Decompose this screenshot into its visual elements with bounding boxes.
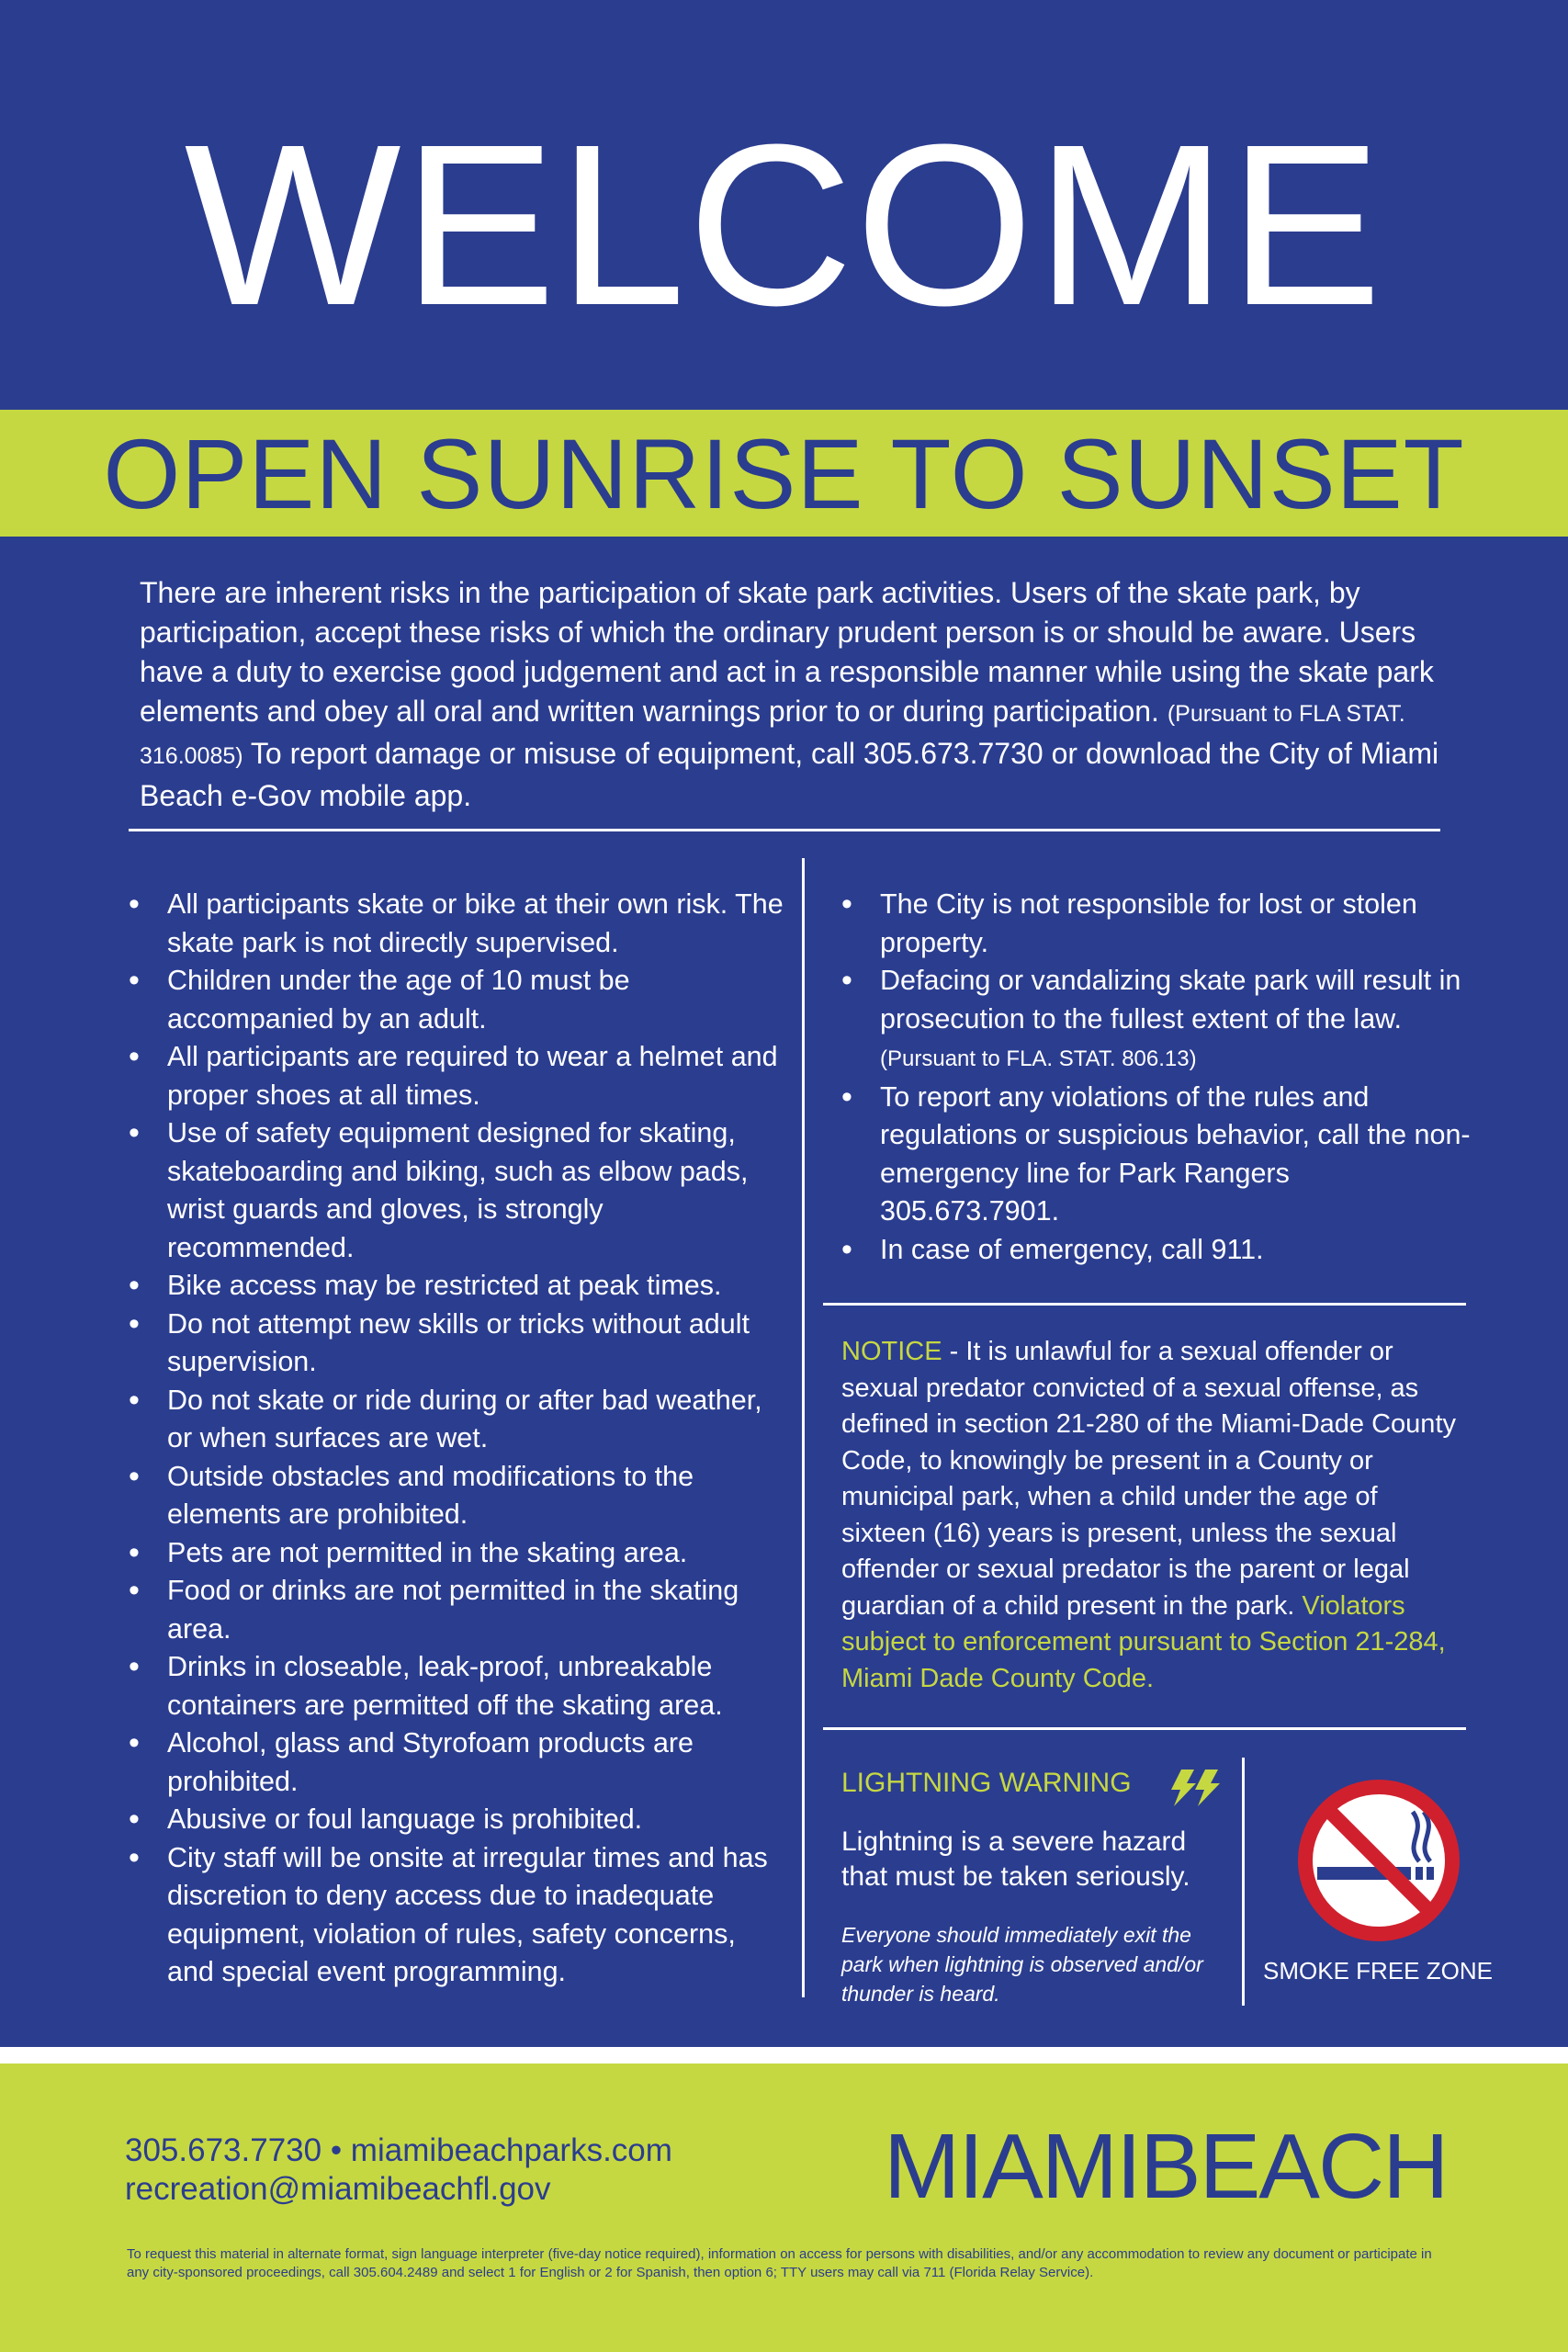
contact-info [125,2132,672,2209]
list-item: • Pets are not permitted in the skating area. [127,1534,788,1573]
lightning-title: LIGHTNING WARNING [841,1768,1132,1798]
intro-text: There are inherent risks in the participation of skate park activities. Users of the skate park, by participation, accept these risks of which the ordinary prudent person is or should be aware. Users have a duty to exercise good judgement and act in a responsible manner while using the skate park elements and obey all oral and written warnings prior to or during participation. [140,576,1434,728]
list-item: • City staff will be onsite at irregular times and has discretion to deny access due to inadequate equipment, violation of rules, safety concerns, and special event programming. [127,1839,788,1992]
list-item: • In case of emergency, call 911. [840,1231,1473,1270]
lightning-advice: Everyone should immediately exit the park when lightning is observed and/or thunder is heard. [841,1923,1203,2006]
notice-text: - It is unlawful for a sexual offender or sexual predator convicted of a sexual offense, as defined in section 21-280 of the Miami-Dade County Code, to knowingly be present in a County or municipal park, when a child under the age of sixteen (16) years is present, unless the sexual offender or sexual predator is the parent or legal guardian of a child present in the park. [841,1337,1456,1621]
list-item: • Abusive or foul language is prohibited. [127,1801,788,1839]
list-item: • Do not attempt new skills or tricks without adult supervision. [127,1306,788,1382]
notice-label: NOTICE [841,1337,942,1366]
accessibility-disclaimer: To request this material in alternate format, sign language interpreter (five-day notice required), information on access for persons with disabilities, and/or any accommodation to review any document or participate in any city-sponsored proceedings, call 305.604.2489 and select 1 for English or 2 for Spanish, then option 6; TTY users may call via 711 (Florida Relay Service). [127,2246,1432,2280]
lightning-text: Lightning is a severe hazard that must be taken seriously. [841,1826,1190,1892]
list-item [840,962,1473,1079]
list-item: • All participants skate or bike at their own risk. The skate park is not directly supervised. [127,886,788,962]
no-smoking-icon [1290,1771,1468,1950]
notice-paragraph [841,1334,1466,1697]
divider-column [802,858,805,1997]
rule-statute: (Pursuant to FLA. STAT. 806.13) [880,1046,1197,1071]
contact-phone-website: 305.673.7730 • miamibeachparks.com [125,2132,672,2168]
divider-notice-top [823,1303,1466,1306]
list-item: • Outside obstacles and modifications to the elements are prohibited. [127,1458,788,1534]
list-item: • Do not skate or ride during or after bad weather, or when surfaces are wet. [127,1382,788,1458]
footer [0,2064,1568,2352]
list-item: • To report any violations of the rules and regulations or suspicious behavior, call the non-emergency line for Park Rangers 305.673.7901. [840,1079,1473,1231]
list-item: • Bike access may be restricted at peak times. [127,1267,788,1306]
miami-beach-logo [884,2115,1448,2218]
list-item: • All participants are required to wear a helmet and proper shoes at all times. [127,1038,788,1114]
rules-list-left [127,886,788,1992]
notice-enforcement: Violators subject to enforcement pursuant to Section 21-284, Miami Dade County Code. [841,1590,1446,1693]
hours-heading: OPEN SUNRISE TO SUNSET [103,418,1465,529]
logo-miami: MIAMI [884,2115,1140,2218]
intro-report: To report damage or misuse of equipment, call 305.673.7730 or download the City of Miami Beach e-Gov mobile app. [140,737,1439,812]
intro-statute: (Pursuant to FLA STAT. 316.0085) [140,701,1405,769]
smoke-free-label: SMOKE FREE ZONE [1263,1957,1493,1984]
intro-paragraph [140,573,1462,816]
rule-text: Defacing or vandalizing skate park will result in prosecution to the fullest extent of the law. [880,965,1461,1035]
divider-notice-bottom [823,1727,1466,1730]
divider-top [129,829,1440,831]
list-item: • Use of safety equipment designed for skating, skateboarding and biking, such as elbow pads, wrist guards and gloves, is strongly recommended. [127,1114,788,1267]
list-item: • The City is not responsible for lost or stolen property. [840,886,1473,962]
divider-warning [1242,1758,1245,2006]
contact-email: recreation@miamibeachfl.gov [125,2171,551,2207]
list-item: • Food or drinks are not permitted in the skating area. [127,1572,788,1648]
lightning-bolt-icon [1161,1768,1225,1808]
rules-list-right [840,886,1473,1269]
list-item: • Alcohol, glass and Styrofoam products are prohibited. [127,1724,788,1801]
logo-beach: BEACH [1139,2115,1448,2218]
list-item: • Children under the age of 10 must be accompanied by an adult. [127,962,788,1038]
footer-stripe [0,2047,1568,2064]
welcome-title: WELCOME [184,96,1384,353]
list-item: • Drinks in closeable, leak-proof, unbreakable containers are permitted off the skating area. [127,1648,788,1724]
